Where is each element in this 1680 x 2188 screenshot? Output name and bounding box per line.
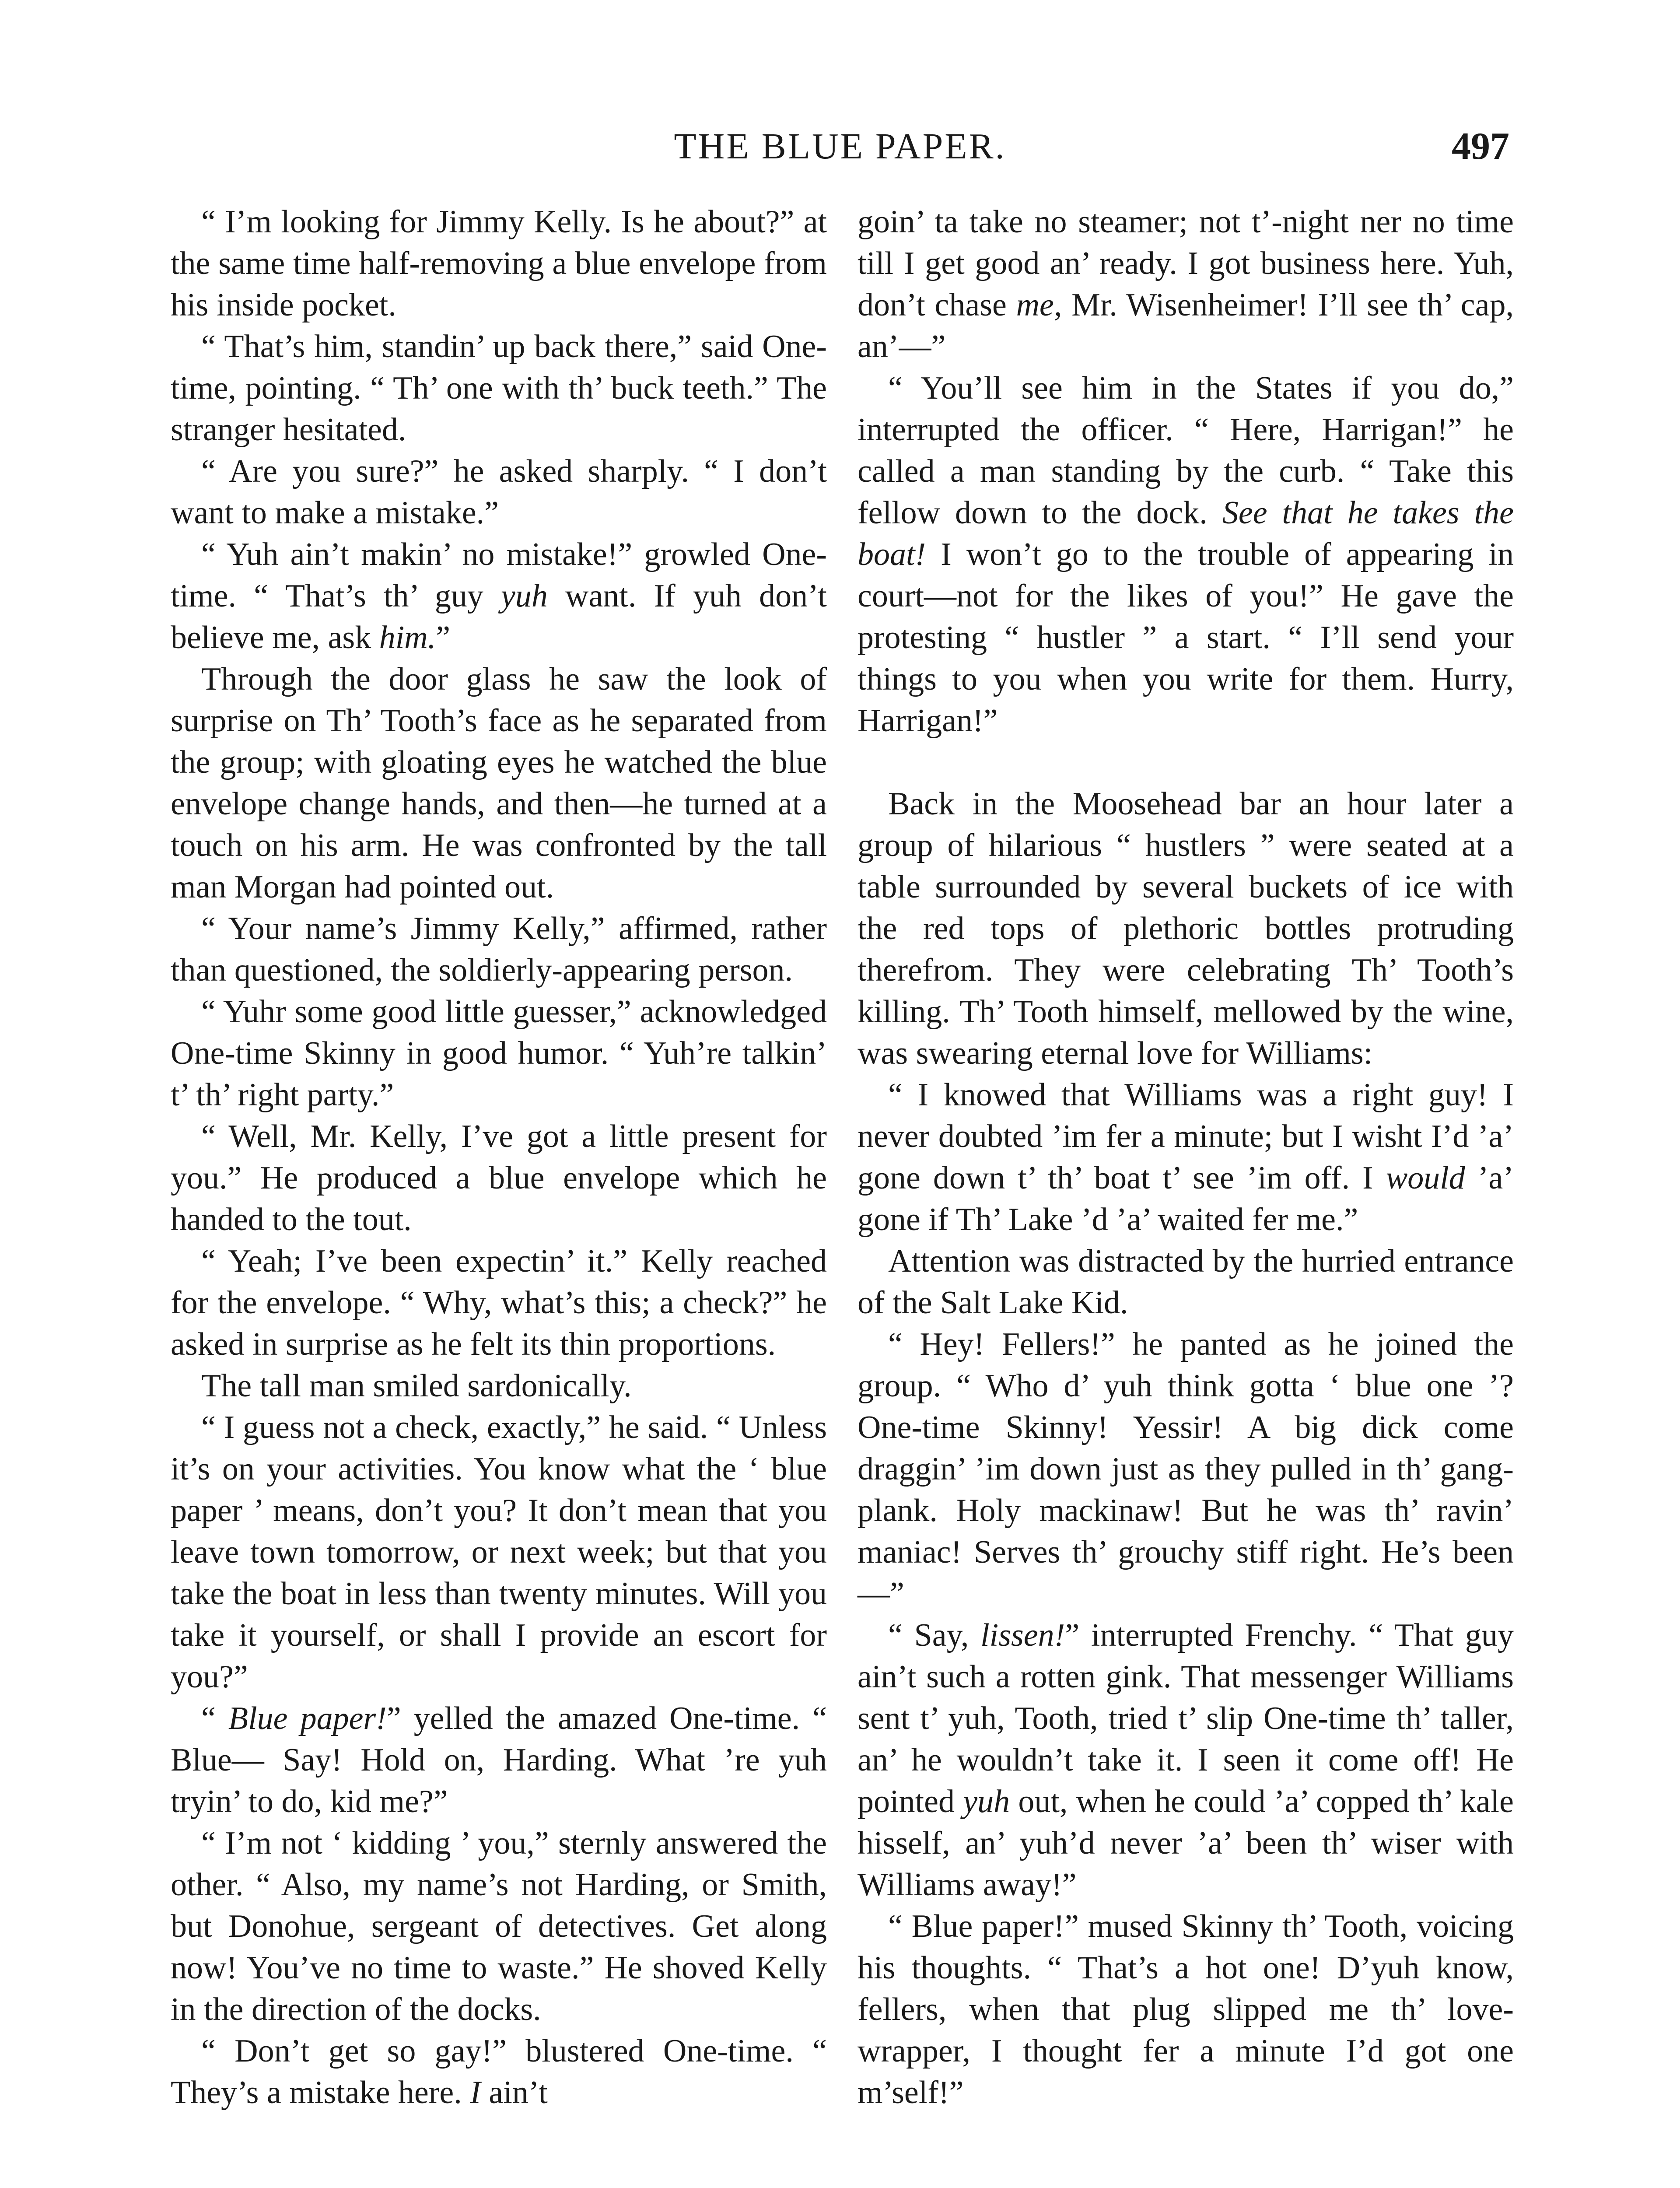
paragraph: Through the door glass he saw the look of surprise on Th’ Tooth’s face as he separated from the group; with gloating eyes he watched the blue envelope change hands, and then—he turned at a touch on his arm. He was confronted by the tall man Morgan had pointed out. <box>171 661 827 905</box>
paragraph: “ Blue paper!” yelled the amazed One-time. “ Blue— Say! Hold on, Harding. What ’re yuh tryin’ to do, kid me?” <box>171 1701 827 1820</box>
paragraph: “ Hey! Fellers!” he panted as he joined the group. “ Who d’ yuh think gotta ‘ blue one ’? One-time Skinny! Yessir! A big dick come draggin’ ’im down just as they pulled in th’ gangplank. Holy mackinaw! But he was th’ ravin’ maniac! Serves th’ grouchy stiff right. He’s been—” <box>858 1326 1514 1612</box>
paragraph: “ That’s him, standin’ up back there,” said One-time, pointing. “ Th’ one with th’ buck teeth.” The stranger hesitated. <box>171 329 827 448</box>
page-number: 497 <box>1452 125 1509 168</box>
running-title: THE BLUE PAPER. <box>674 126 1006 167</box>
paragraph: goin’ ta take no steamer; not t’-night ner no time till I get good an’ ready. I got business here. Yuh, don’t chase me, Mr. Wisenheimer! I’ll see th’ cap, an’—” <box>858 204 1514 365</box>
paragraph: “ Your name’s Jimmy Kelly,” affirmed, rather than questioned, the soldierly-appearing person. <box>171 911 827 988</box>
paragraph: Attention was distracted by the hurried entrance of the Salt Lake Kid. <box>858 1243 1514 1321</box>
page-header <box>171 118 1509 175</box>
paragraph: “ I guess not a check, exactly,” he said. “ Unless it’s on your activities. You know what the ‘ blue paper ’ means, don’t you? It don’t mean that you leave town tomorrow, or next week; but that you take the boat in less than twenty minutes. Will you take it yourself, or shall I provide an escort for you?” <box>171 1410 827 1695</box>
right-column <box>858 201 1514 2114</box>
paragraph: “ I’m looking for Jimmy Kelly. Is he about?” at the same time half-removing a blue envelope from his inside pocket. <box>171 204 827 323</box>
paragraph: “ Yuhr some good little guesser,” acknowledged One-time Skinny in good humor. “ Yuh’re talkin’ t’ th’ right party.” <box>171 994 827 1113</box>
paragraph: “ I’m not ‘ kidding ’ you,” sternly answered the other. “ Also, my name’s not Harding, or Smith, but Donohue, sergeant of detectives. Get along now! You’ve no time to waste.” He shoved Kelly in the direction of the docks. <box>171 1825 827 2027</box>
paragraph: “ Well, Mr. Kelly, I’ve got a little present for you.” He produced a blue envelope which he handed to the tout. <box>171 1119 827 1238</box>
paragraph: Back in the Moosehead bar an hour later a group of hilarious “ hustlers ” were seated at a table surrounded by several buckets of ice with the red tops of plethoric bottles protruding therefrom. They were celebrating Th’ Tooth’s killing. Th’ Tooth himself, mellowed by the wine, was swearing eternal love for Williams: <box>858 786 1514 1071</box>
paragraph: The tall man smiled sardonically. <box>201 1368 632 1404</box>
paragraph: “ Say, lissen!” interrupted Frenchy. “ That guy ain’t such a rotten gink. That messenger Williams sent t’ yuh, Tooth, tried t’ slip One-time th’ taller, an’ he wouldn’t take it. I seen it come off! He pointed yuh out, when he could ’a’ copped th’ kale hisself, an’ yuh’d never ’a’ been th’ wiser with Williams away!” <box>858 1617 1514 1903</box>
paragraph: “ Are you sure?” he asked sharply. “ I don’t want to make a mistake.” <box>171 453 827 531</box>
paragraph: “ Don’t get so gay!” blustered One-time. “ They’s a mistake here. I ain’t <box>171 2033 827 2111</box>
left-column <box>171 201 827 2114</box>
paragraph: “ I knowed that Williams was a right guy! I never doubted ’im fer a minute; but I wisht I’d ’a’ gone down t’ th’ boat t’ see ’im off. I would ’a’ gone if Th’ Lake ’d ’a’ waited fer me.” <box>858 1077 1514 1238</box>
paragraph: “ Yuh ain’t makin’ no mistake!” growled One-time. “ That’s th’ guy yuh want. If yuh don’t believe me, ask him.” <box>171 536 827 656</box>
paragraph: “ You’ll see him in the States if you do,” interrupted the officer. “ Here, Harrigan!” he called a man standing by the curb. “ Take this fellow down to the dock. See that he takes the boat! I won’t go to the trouble of appearing in court—not for the likes of you!” He gave the protesting “ hustler ” a start. “ I’ll send your things to you when you write for them. Hurry, Harrigan!” <box>858 370 1514 739</box>
paragraph: “ Blue paper!” mused Skinny th’ Tooth, voicing his thoughts. “ That’s a hot one! D’yuh know, fellers, when that plug slipped me th’ love-wrapper, I thought fer a minute I’d got one m’self!” <box>858 1908 1514 2111</box>
paragraph: “ Yeah; I’ve been expectin’ it.” Kelly reached for the envelope. “ Why, what’s this; a check?” he asked in surprise as he felt its thin proportions. <box>171 1243 827 1362</box>
